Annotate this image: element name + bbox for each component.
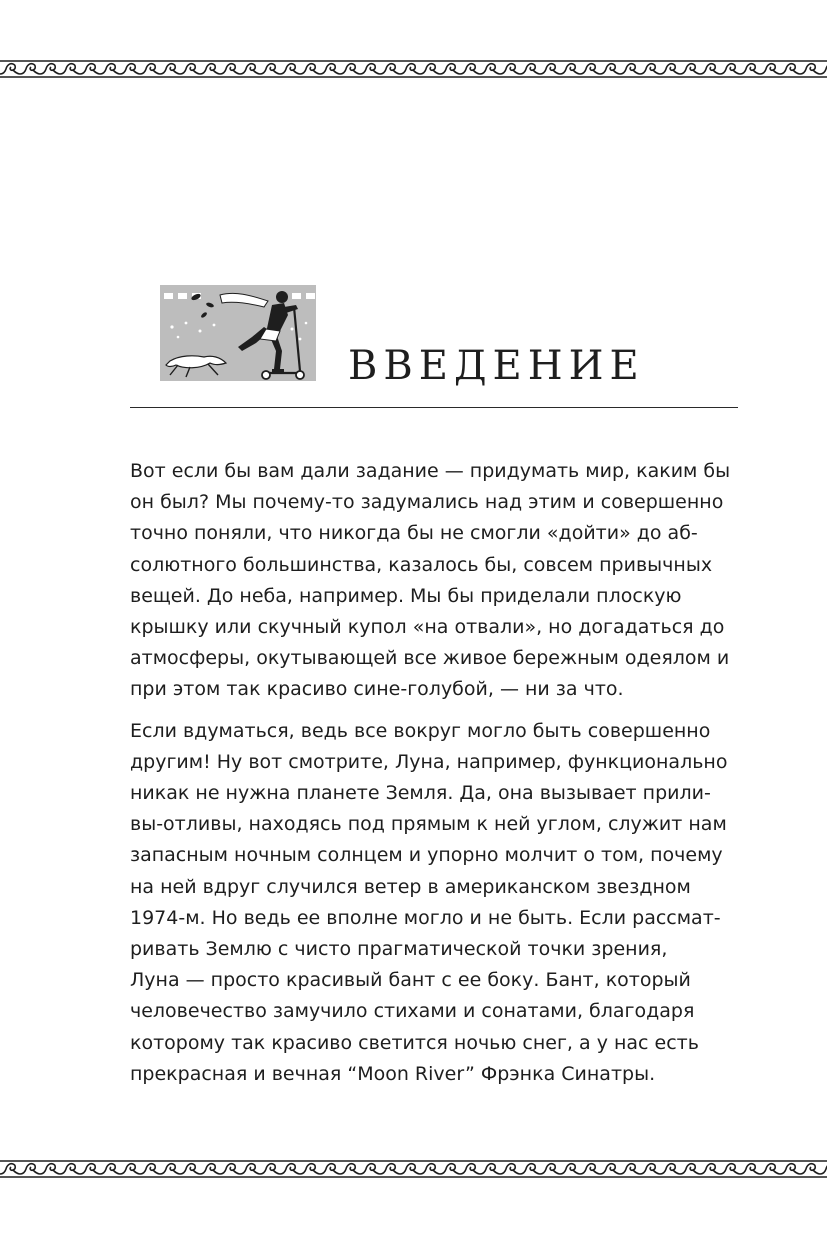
text-line: атмосферы, окутывающей все живое бережным одеялом и — [130, 647, 730, 670]
text-line: он был? Мы почему-то задумались над этим и совершенно — [130, 491, 724, 514]
text-line: Вот если бы вам дали задание — придумать мир, каким бы — [130, 460, 731, 482]
text-line: другим! Ну вот смотрите, Луна, например, функционально — [130, 750, 728, 773]
text-line: 1974-м. Но ведь ее вполне могло и не быть. Если рассмат- — [130, 906, 721, 929]
text-line: Луна — просто красивый бант с ее боку. Бант, который — [130, 969, 691, 992]
text-line: солютного большинства, казалось бы, совсем привычных — [130, 553, 713, 576]
text-line: человечество замучило стихами и сонатами, благодаря — [130, 1000, 695, 1023]
paragraph-2 — [130, 716, 734, 1090]
text-line: запасным ночным солнцем и упорно молчит о том, почему — [130, 844, 723, 867]
text-line: никак не нужна планете Земля. Да, она вызывает прили- — [130, 782, 711, 805]
body-text — [130, 456, 734, 1100]
top-wave-border — [0, 58, 827, 80]
bottom-wave-border — [0, 1158, 827, 1180]
text-line: вещей. До неба, например. Мы бы приделали плоскую — [130, 584, 682, 607]
text-line: на ней вдруг случился ветер в американском звездном — [130, 875, 691, 898]
runner-on-scooter-with-dog-icon — [160, 285, 316, 381]
title-divider — [130, 407, 738, 408]
text-line: вы-отливы, находясь под прямым к ней углом, служит нам — [130, 813, 727, 836]
paragraph-1 — [130, 456, 734, 706]
text-line: которому так красиво светится ночью снег, а у нас есть — [130, 1031, 699, 1054]
text-line: прекрасная и вечная “Moon River” Фрэнка Синатры. — [130, 1062, 656, 1085]
text-line: Если вдуматься, ведь все вокруг могло быть совершенно — [130, 719, 711, 742]
text-line: ривать Землю с чисто прагматической точки зрения, — [130, 938, 668, 961]
text-line: при этом так красиво сине-голубой, — ни за что. — [130, 678, 624, 701]
text-line: крышку или скучный купол «на отвали», но догадаться до — [130, 616, 725, 639]
text-line: точно поняли, что никогда бы не смогли «дойти» до аб- — [130, 522, 698, 545]
chapter-title: ВВЕДЕНИЕ — [348, 343, 645, 389]
